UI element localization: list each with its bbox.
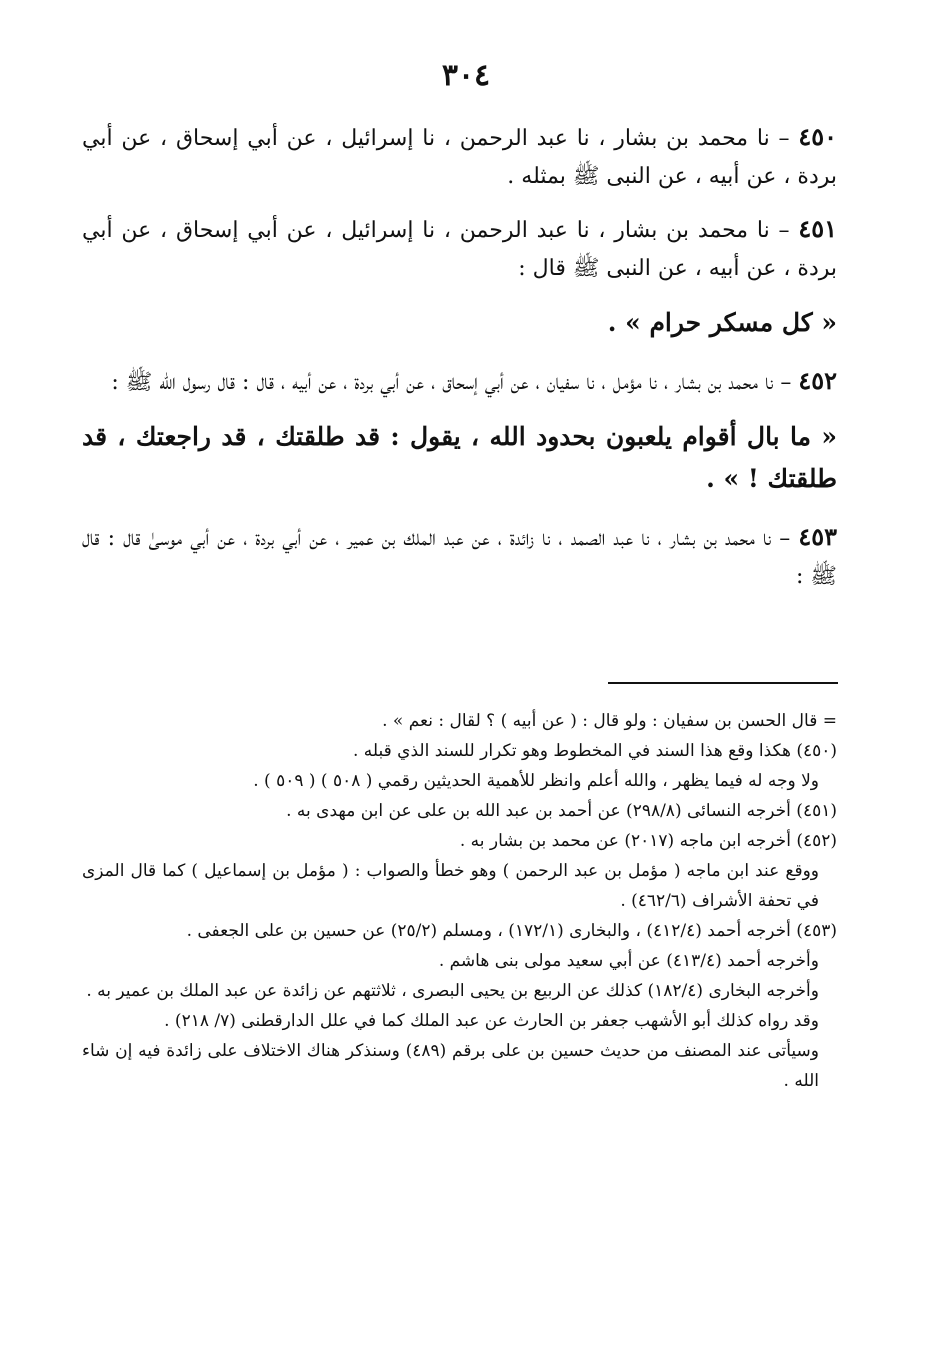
footnote: وقد رواه كذلك أبو الأشهب جعفر بن الحارث عن عبد الملك كما في علل الدارقطنى (٧/ ٢١٨) . bbox=[164, 1011, 819, 1031]
hadith-453 bbox=[82, 518, 837, 596]
footnote-divider bbox=[608, 682, 838, 684]
footnote: = قال الحسن بن سفيان : ولو قال : ( عن أبيه ) ؟ لقال : نعم » . bbox=[382, 711, 837, 731]
page-number: ٣٠٤ bbox=[441, 58, 491, 93]
footnote: (٤٥٠) هكذا وقع هذا السند في المخطوط وهو تكرار للسند الذي قبله . bbox=[352, 741, 837, 761]
hadith-text: – نا محمد بن بشار ، نا مؤمل ، نا سفيان ، عن أبي إسحاق ، عن أبي بردة ، عن أبيه ، قال : قال رسول الله ﷺ : bbox=[111, 370, 792, 395]
footnote: ولا وجه له فيما يظهر ، والله أعلم وانظر للأهمية الحديثين رقمي ( ٥٠٨ ) ( ٥٠٩ ) . bbox=[253, 771, 819, 791]
main-text bbox=[82, 118, 837, 610]
hadith-number: ٤٥٠ bbox=[798, 122, 838, 151]
footnote: وأخرجه البخارى (١٨٢/٤) كذلك عن الربيع بن يحيى البصرى ، ثلاثتهم عن زائدة عن عبد الملك بن عمير به . bbox=[86, 981, 819, 1001]
footnote: (٤٥٣) أخرجه أحمد (٤١٢/٤) ، والبخارى (١٧٢/١) ، ومسلم (٢٥/٢) عن حسين بن على الجعفى . bbox=[186, 921, 837, 941]
hadith-number: ٤٥٢ bbox=[798, 366, 837, 395]
footnotes bbox=[82, 706, 837, 1096]
hadith-number: ٤٥٣ bbox=[798, 522, 838, 551]
hadith-451 bbox=[82, 210, 837, 288]
footnote: (٤٥٢) أخرجه ابن ماجه (٢٠١٧) عن محمد بن بشار به . bbox=[459, 831, 837, 851]
hadith-452 bbox=[82, 362, 837, 402]
hadith-saying: « ما بال أقوام يلعبون بحدود الله ، يقول : قد طلقتك ، قد راجعتك ، قد طلقتك ! » . bbox=[82, 422, 837, 493]
footnote: وأخرجه أحمد (٤١٣/٤) عن أبي سعيد مولى بنى هاشم . bbox=[438, 951, 819, 971]
hadith-text: – نا محمد بن بشار ، نا عبد الصمد ، نا زائدة ، عن عبد الملك بن عمير ، عن أبي بردة ، عن أبي موسىٰ قال : قال ﷺ : bbox=[82, 526, 837, 589]
hadith-text: – نا محمد بن بشار ، نا عبد الرحمن ، نا إسرائيل ، عن أبي إسحاق ، عن أبي بردة ، عن أبيه ، عن النبى ﷺ قال : bbox=[82, 218, 837, 281]
footnote: (٤٥١) أخرجه النسائى (٢٩٨/٨) عن أحمد بن عبد الله بن على عن ابن مهدى به . bbox=[286, 801, 837, 821]
footnote: ووقع عند ابن ماجه ( مؤمل بن عبد الرحمن ) وهو خطأ والصواب : ( مؤمل بن إسماعيل ) كما قال المزى في تحفة الأشراف (٤٦٢/٦) . bbox=[82, 861, 819, 911]
hadith-450 bbox=[82, 118, 837, 196]
hadith-text: – نا محمد بن بشار ، نا عبد الرحمن ، نا إسرائيل ، عن أبي إسحاق ، عن أبي بردة ، عن أبيه ، عن النبى ﷺ بمثله . bbox=[82, 126, 837, 189]
footnote: وسيأتى عند المصنف من حديث حسين بن على برقم (٤٨٩) وسنذكر هناك الاختلاف على زائدة فيه إن شاء الله . bbox=[82, 1041, 819, 1091]
hadith-saying: « كل مسكر حرام » . bbox=[607, 308, 837, 337]
hadith-number: ٤٥١ bbox=[798, 214, 838, 243]
